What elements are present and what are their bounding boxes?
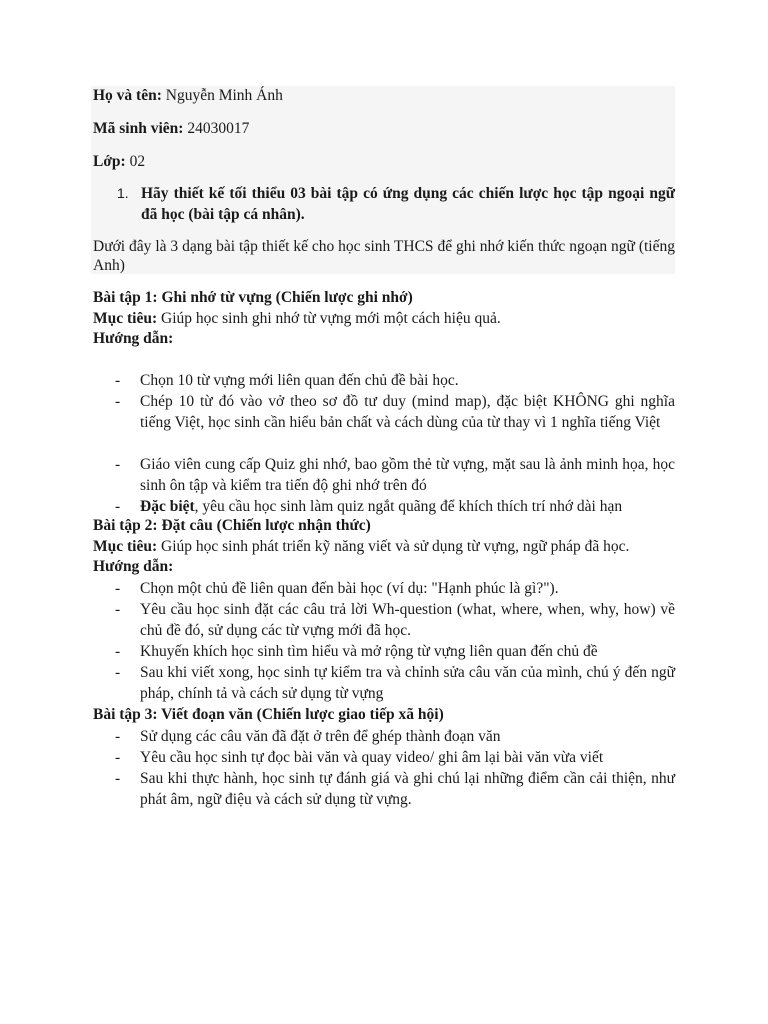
list-item: - Sau khi viết xong, học sinh tự kiểm tra và chỉnh sửa câu văn của mình, chú ý đến ngữ pháp, chính tả và cách sử dụng từ vựng: [115, 664, 675, 702]
question-text: Hãy thiết kế tối thiểu 03 bài tập có ứng dụng các chiến lược học tập ngoại ngữ đã học (bài tập cá nhân).: [141, 185, 675, 223]
class-value: 02: [129, 153, 146, 170]
question-number: 1.: [117, 185, 129, 201]
exercise2-title: Bài tập 2: Đặt câu (Chiến lược nhận thức): [93, 517, 371, 534]
list-item: - Giáo viên cung cấp Quiz ghi nhớ, bao gồm thẻ từ vựng, mặt sau là ảnh minh họa, học sinh ôn tập và kiểm tra tiến độ ghi nhớ trên đó: [115, 456, 675, 494]
exercise2-guide-label: Hướng dẫn:: [93, 558, 174, 575]
list-item: - Yêu cầu học sinh tự đọc bài văn và quay video/ ghi âm lại bài văn vừa viết: [115, 749, 604, 766]
exercise3-title: Bài tập 3: Viết đoạn văn (Chiến lược giao tiếp xã hội): [93, 706, 444, 723]
exercise1-goal-label: Mục tiêu:: [93, 310, 158, 327]
list-item: - Khuyến khích học sinh tìm hiểu và mở rộng từ vựng liên quan đến chủ đề: [115, 643, 598, 660]
list-item: - Sau khi thực hành, học sinh tự đánh giá và ghi chú lại những điểm cần cải thiện, như phát âm, ngữ điệu và cách sử dụng từ vựng.: [115, 770, 675, 808]
list-item: - Chọn một chủ đề liên quan đến bài học (ví dụ: "Hạnh phúc là gì?").: [115, 580, 559, 597]
intro-paragraph: Dưới đây là 3 dạng bài tập thiết kế cho học sinh THCS để ghi nhớ kiến thức ngoạn ngữ (tiếng Anh): [93, 238, 675, 274]
name-label: Họ và tên:: [93, 87, 162, 104]
exercise2-goal-label: Mục tiêu:: [93, 538, 158, 555]
exercise2-goal: [93, 537, 629, 557]
question-item: [93, 183, 675, 225]
class-label: Lớp:: [93, 153, 126, 170]
exercise1-guide-label: Hướng dẫn:: [93, 330, 174, 347]
list-item: - Chép 10 từ đó vào vở theo sơ đồ tư duy (mind map), đặc biệt KHÔNG ghi nghĩa tiếng Việt, học sinh cần hiểu bản chất và cách dùng của từ thay vì 1 nghĩa tiếng Việt: [115, 393, 675, 431]
list-item: - Sử dụng các câu văn đã đặt ở trên để ghép thành đoạn văn: [115, 728, 501, 745]
list-item: - Yêu cầu học sinh đặt các câu trả lời Wh-question (what, where, when, why, how) về chủ đề đó, sử dụng các từ vựng mới đã học.: [115, 601, 675, 639]
id-value: 24030017: [187, 120, 250, 137]
exercise1-title: Bài tập 1: Ghi nhớ từ vựng (Chiến lược ghi nhớ): [93, 289, 413, 306]
student-id-line: [93, 119, 249, 139]
name-value: Nguyễn Minh Ánh: [165, 87, 283, 104]
id-label: Mã sinh viên:: [93, 120, 184, 137]
exercise1-goal: [93, 309, 501, 329]
student-name-line: [93, 86, 283, 106]
exercise1-goal-text: Giúp học sinh ghi nhớ từ vựng mới một cách hiệu quả.: [161, 310, 501, 327]
class-line: [93, 152, 145, 172]
list-item: - Đặc biệt, yêu cầu học sinh làm quiz ngắt quãng để khích thích trí nhớ dài hạn: [115, 498, 623, 515]
exercise2-goal-text: Giúp học sinh phát triển kỹ năng viết và sử dụng từ vựng, ngữ pháp đã học.: [161, 538, 630, 555]
list-item: - Chọn 10 từ vựng mới liên quan đến chủ đề bài học.: [115, 372, 459, 389]
